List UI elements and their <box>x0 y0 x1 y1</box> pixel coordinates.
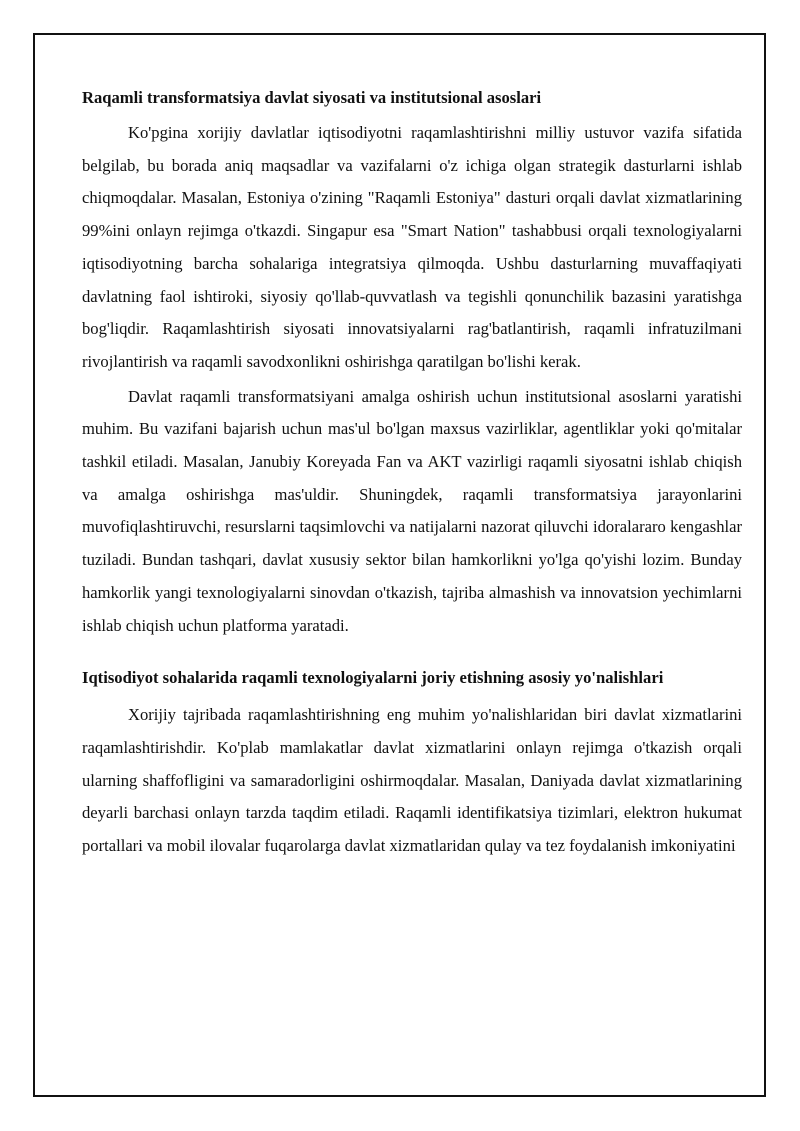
paragraph: Davlat raqamli transformatsiyani amalga oshirish uchun institutsional asoslarni yaratishi muhim. Bu vazifani bajarish uchun mas'ul bo'lgan maxsus vazirliklar, agentliklar yoki qo'mitalar tashkil etiladi. Masalan, Janubiy Koreyada Fan va AKT vazirligi raqamli siyosatni ishlab chiqish va amalga oshirishga mas'uldir. Shuningdek, raqamli transformatsiya jarayonlarini muvofiqlashtiruvchi, resurslarni taqsimlovchi va natijalarni nazorat qiluvchi idoralararo kengashlar tuziladi. Bundan tashqari, davlat xususiy sektor bilan hamkorlikni yo'lga qo'yishi lozim. Bunday hamkorlik yangi texnologiyalarni sinovdan o'tkazish, tajriba almashish va innovatsion yechimlarni ishlab chiqish uchun platforma yaratadi. <box>82 386 742 635</box>
section-heading-policy: Raqamli transformatsiya davlat siyosati va institutsional asoslari <box>82 88 542 107</box>
section-heading-directions: Iqtisodiyot sohalarida raqamli texnologiyalarni joriy etishning asosiy yo'nalishlari <box>82 668 664 688</box>
document-body <box>82 86 742 863</box>
paragraph: Ko'pgina xorijiy davlatlar iqtisodiyotni raqamlashtirishni milliy ustuvor vazifa sifatida belgilab, bu borada aniq maqsadlar va vazifalarni o'z ichiga olgan strategik dasturlarni ishlab chiqmoqdalar. Masalan, Estoniya o'zining "Raqamli Estoniya" dasturi orqali davlat xizmatlarining 99%ini onlayn rejimga o'tkazdi. Singapur esa "Smart Nation" tashabbusi orqali texnologiyalarni iqtisodiyotning barcha sohalariga integratsiya qilmoqda. Ushbu dasturlarning muvaffaqiyati davlatning faol ishtiroki, siyosiy qo'llab-quvvatlash va tegishli qonunchilik bazasini yaratishga bog'liqdir. Raqamlashtirish siyosati innovatsiyalarni rag'batlantirish, raqamli infratuzilmani rivojlantirish va raqamli savodxonlikni oshirishga qaratilgan bo'lishi kerak. <box>82 123 742 371</box>
paragraph: Xorijiy tajribada raqamlashtirishning eng muhim yo'nalishlaridan biri davlat xizmatlarini raqamlashtirishdir. Ko'plab mamlakatlar davlat xizmatlarini onlayn rejimga o'tkazish orqali ularning shaffofligini va samaradorligini oshirmoqdalar. Masalan, Daniyada davlat xizmatlarining deyarli barchasi onlayn tarzda taqdim etiladi. Raqamli identifikatsiya tizimlari, elektron hukumat portallari va mobil ilovalar fuqarolarga davlat xizmatlaridan qulay va tez foydalanish imkoniyatini <box>82 705 742 856</box>
